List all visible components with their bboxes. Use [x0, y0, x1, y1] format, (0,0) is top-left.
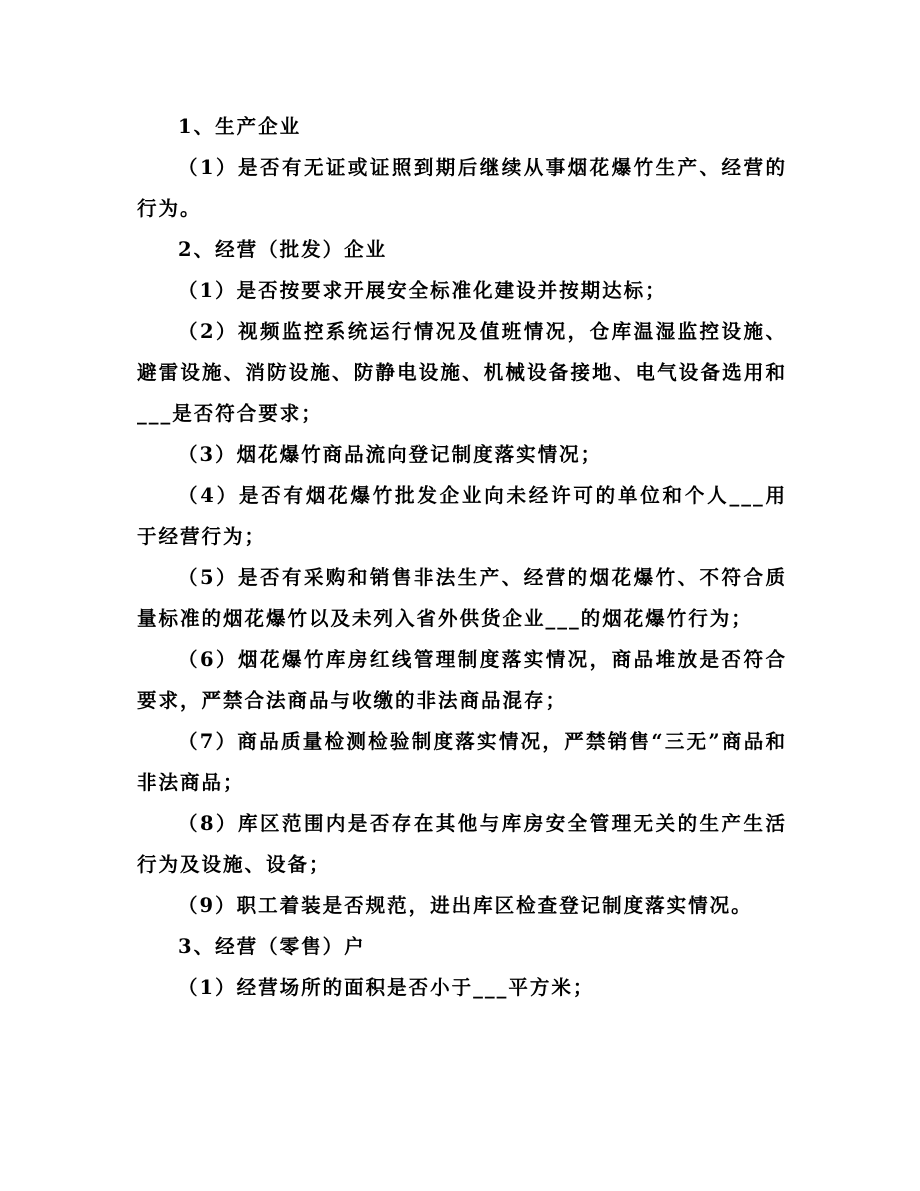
- paragraph-item: （7）商品质量检测检验制度落实情况，严禁销售“三无”商品和非法商品；: [137, 730, 787, 794]
- section-heading-production: 1、生产企业: [178, 115, 302, 138]
- paragraph-item: （8）库区范围内是否存在其他与库房安全管理无关的生产生活行为及设施、设备；: [137, 812, 787, 876]
- paragraph-item: （1）经营场所的面积是否小于___平方米；: [178, 976, 595, 999]
- document-body: [137, 106, 787, 1008]
- paragraph-item: （4）是否有烟花爆竹批发企业向未经许可的单位和个人___用于经营行为；: [137, 484, 787, 548]
- paragraph-item: （1）是否按要求开展安全标准化建设并按期达标；: [178, 279, 667, 302]
- section-heading-retail: 3、经营（零售）户: [178, 935, 366, 958]
- paragraph-item: （9）职工着装是否规范，进出库区检查登记制度落实情况。: [178, 894, 753, 917]
- paragraph-item: （3）烟花爆竹商品流向登记制度落实情况；: [178, 443, 603, 466]
- section-heading-wholesale: 2、经营（批发）企业: [178, 238, 388, 261]
- paragraph-item: （6）烟花爆竹库房红线管理制度落实情况，商品堆放是否符合要求，严禁合法商品与收缴的非法商品混存；: [137, 648, 787, 712]
- paragraph-item: （2）视频监控系统运行情况及值班情况，仓库温湿监控设施、避雷设施、消防设施、防静电设施、机械设备接地、电气设备选用和___是否符合要求；: [137, 320, 787, 425]
- paragraph-item: （5）是否有采购和销售非法生产、经营的烟花爆竹、不符合质量标准的烟花爆竹以及未列入省外供货企业___的烟花爆竹行为；: [137, 566, 787, 630]
- paragraph-item: （1）是否有无证或证照到期后继续从事烟花爆竹生产、经营的行为。: [137, 156, 787, 220]
